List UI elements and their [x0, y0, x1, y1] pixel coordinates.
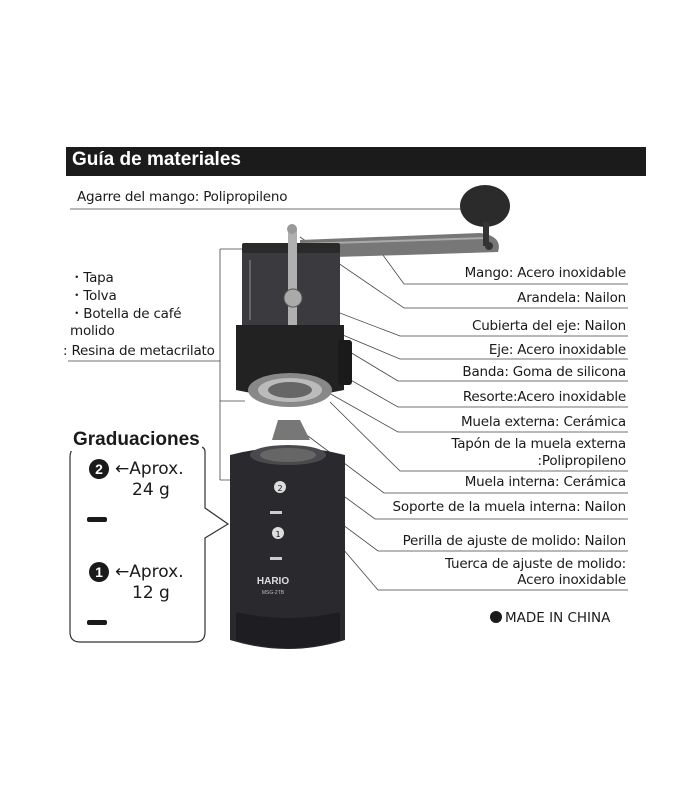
label-knob: Perilla de ajuste de molido: Nailon [402, 533, 626, 549]
svg-text:1: 1 [275, 530, 281, 539]
bottle-illustration [230, 445, 345, 649]
graduation-2-icon: 2 [89, 459, 109, 479]
label-left-lid: ・Tapa [70, 270, 114, 286]
label-left-hopper: ・Tolva [70, 288, 117, 304]
section-title: Guía de materiales [72, 149, 241, 170]
label-handle: Mango: Acero inoxidable [464, 265, 626, 281]
label-outer-cap-material: :Polipropileno [537, 453, 626, 469]
label-inner-burr: Muela interna: Cerámica [464, 474, 626, 490]
inner-burr-illustration [272, 420, 310, 440]
brand-text: HARIO [256, 576, 290, 587]
label-washer: Arandela: Nailon [517, 290, 626, 306]
graduation-mark [87, 620, 107, 625]
label-left-material: : Resina de metacrilato [63, 343, 215, 359]
model-text: MSG-2TB [261, 590, 285, 596]
label-nut: Tuerca de ajuste de molido: [444, 556, 626, 572]
graduation-mark [87, 517, 107, 522]
graduation-1-label: ←Aprox. [115, 562, 184, 582]
bullet-icon [490, 611, 502, 623]
label-left-bottle-2: molido [70, 323, 115, 339]
graduation-1-weight: 12 g [132, 583, 170, 603]
label-band: Banda: Goma de silicona [462, 364, 626, 380]
graduations-title: Graduaciones [73, 429, 200, 450]
label-outer-burr: Muela externa: Cerámica [460, 414, 626, 430]
label-shaft-cover: Cubierta del eje: Nailon [471, 318, 626, 334]
label-left-bottle: ・Botella de café [70, 306, 182, 322]
graduation-2-label: ←Aprox. [115, 459, 184, 479]
hopper-illustration [236, 224, 352, 407]
graduation-1-icon: 1 [89, 562, 109, 582]
label-nut-material: Acero inoxidable [517, 572, 626, 588]
label-inner-support: Soporte de la muela interna: Nailon [392, 499, 626, 515]
label-handle-grip: Agarre del mango: Polipropileno [77, 189, 288, 205]
svg-text:2: 2 [277, 484, 283, 493]
made-in-text: MADE IN CHINA [505, 610, 611, 626]
graduation-2-weight: 24 g [132, 480, 170, 500]
label-outer-cap: Tapón de la muela externa [451, 436, 626, 452]
label-shaft: Eje: Acero inoxidable [488, 342, 626, 358]
label-spring: Resorte:Acero inoxidable [462, 389, 626, 405]
made-in-label [490, 610, 610, 626]
